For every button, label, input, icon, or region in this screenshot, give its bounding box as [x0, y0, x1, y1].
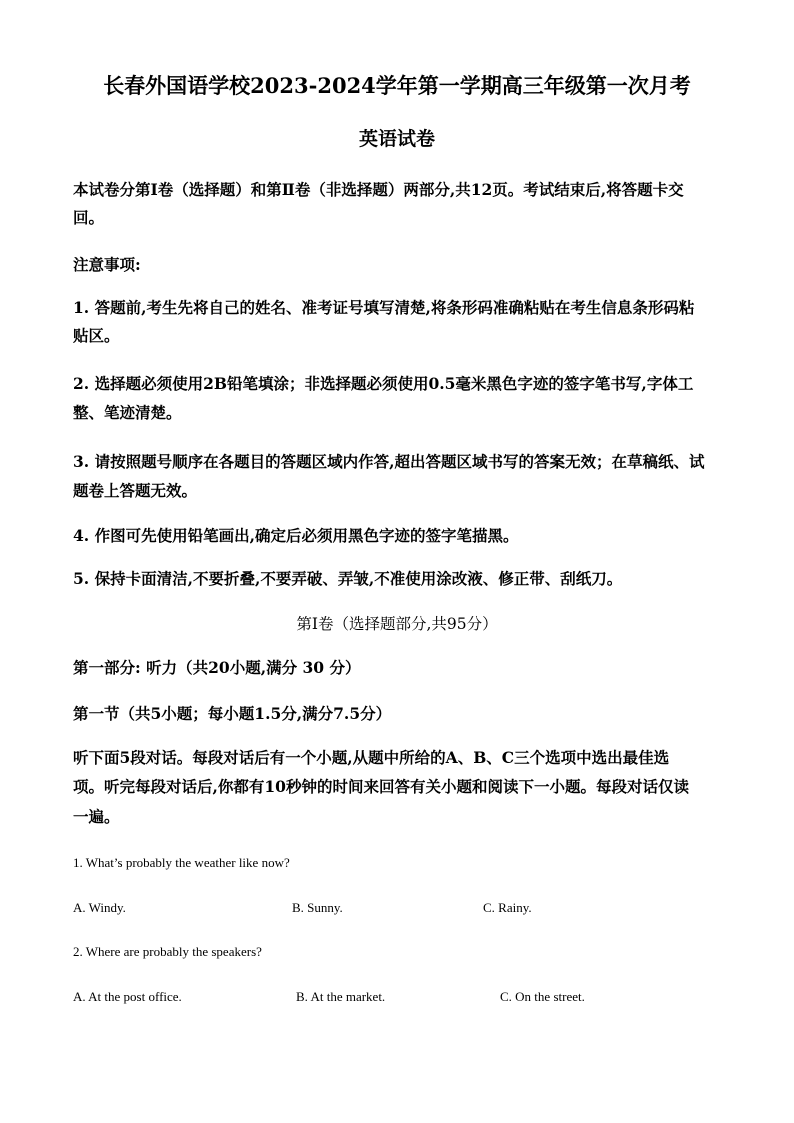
- instructions-line-2: 项。听完每段对话后,你都有10秒钟的时间来回答有关小题和阅读下一小题。每段对话仅读: [73, 777, 689, 796]
- instructions-line-3: 一遍。: [73, 807, 120, 826]
- note-3-line-1: 3. 请按照题号顺序在各题目的答题区域内作答,超出答题区域书写的答案无效；在草稿纸、试: [73, 452, 705, 471]
- question-1-option-b: B. Sunny.: [292, 900, 343, 915]
- question-2-stem: 2. Where are probably the speakers?: [73, 944, 262, 959]
- question-2-option-b: B. At the market.: [296, 989, 386, 1004]
- question-2-option-a: A. At the post office.: [73, 989, 182, 1004]
- exam-title: 长春外国语学校2023-2024学年第一学期高三年级第一次月考: [103, 73, 691, 98]
- note-5-line-1: 5. 保持卡面清洁,不要折叠,不要弄破、弄皱,不准使用涂改液、修正带、刮纸刀。: [73, 569, 623, 588]
- exam-subtitle: 英语试卷: [358, 128, 435, 150]
- part1-heading: 第一部分: 听力（共20小题,满分 30 分）: [73, 658, 361, 677]
- question-2-option-c: C. On the street.: [500, 989, 585, 1004]
- note-1-line-1: 1. 答题前,考生先将自己的姓名、准考证号填写清楚,将条形码准确粘贴在考生信息条形码粘: [73, 298, 695, 317]
- note-3-line-2: 题卷上答题无效。: [73, 481, 198, 500]
- intro-line-1: 本试卷分第Ⅰ卷（选择题）和第Ⅱ卷（非选择题）两部分,共12页。考试结束后,将答题卡交: [73, 180, 684, 199]
- notes-heading: 注意事项:: [73, 255, 141, 274]
- note-2-line-1: 2. 选择题必须使用2B铅笔填涂；非选择题必须使用0.5毫米黑色字迹的签字笔书写,字体工: [73, 374, 694, 393]
- question-1-stem: 1. What’s probably the weather like now?: [73, 855, 290, 870]
- instructions-line-1: 听下面5段对话。每段对话后有一个小题,从题中所给的A、B、C三个选项中选出最佳选: [73, 748, 670, 767]
- volume1-heading: 第Ⅰ卷（选择题部分,共95分）: [296, 615, 498, 633]
- question-1-option-c: C. Rainy.: [483, 900, 532, 915]
- note-1-line-2: 贴区。: [73, 326, 120, 345]
- note-2-line-2: 整、笔迹清楚。: [73, 403, 182, 422]
- question-1-option-a: A. Windy.: [73, 900, 126, 915]
- note-4-line-1: 4. 作图可先使用铅笔画出,确定后必须用黑色字迹的签字笔描黑。: [73, 526, 519, 545]
- section1-heading: 第一节（共5小题；每小题1.5分,满分7.5分）: [73, 704, 392, 723]
- intro-line-2: 回。: [73, 208, 105, 227]
